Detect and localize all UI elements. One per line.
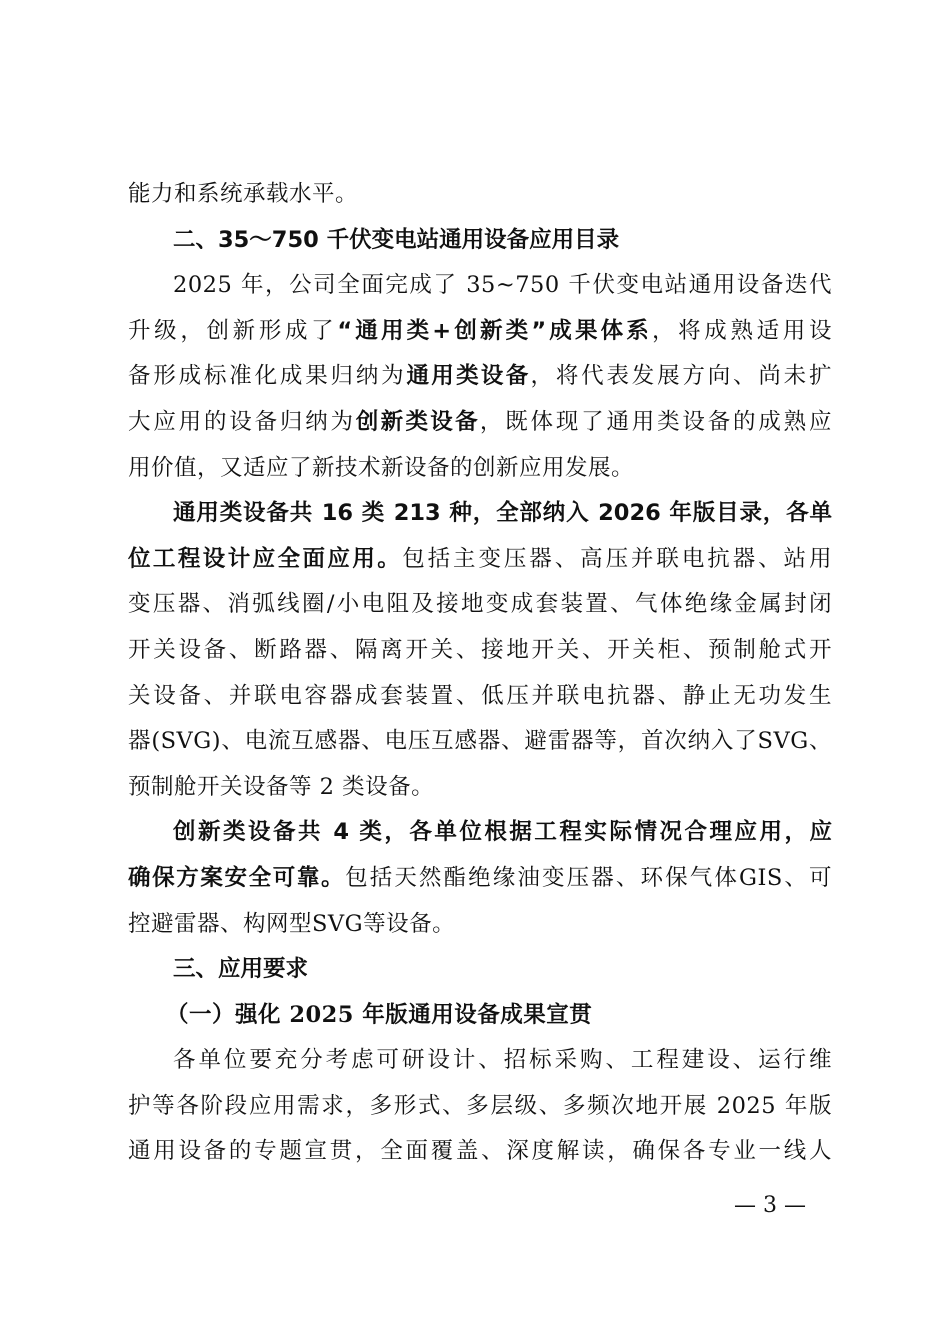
- text: ，将代表发展方向、尚未扩: [530, 363, 832, 390]
- emphasis-text: “通用类+创新类”成果体系: [337, 317, 652, 344]
- text-line-bold: 创新类设备共 4 类，各单位根据工程实际情况合理应用，应: [173, 819, 832, 846]
- paragraph-continuation: [128, 172, 832, 218]
- section-heading-3: 三、应用要求: [173, 956, 309, 983]
- emphasis-text: 位工程设计应全面应用。: [128, 545, 403, 572]
- text-line-bold: 通用类设备共 16 类 213 种，全部纳入 2026 年版目录，各单: [173, 500, 832, 527]
- text: 包括天然酯绝缘油变压器、环保气体GIS、可: [345, 864, 832, 891]
- emphasis-text: 创新类设备: [355, 408, 480, 435]
- paragraph-4: [128, 1038, 832, 1175]
- page-number: — 3 —: [734, 1193, 806, 1218]
- document-body: [128, 172, 832, 1175]
- text-line: 各单位要充分考虑可研设计、招标采购、工程建设、运行维: [173, 1047, 832, 1074]
- subsection-heading-3-1: （一）强化 2025 年版通用设备成果宣贯: [166, 1001, 593, 1028]
- text-line: [128, 400, 832, 446]
- text: 能力和系统承载水平。: [128, 181, 359, 207]
- section-heading-2: 二、35～750 千伏变电站通用设备应用目录: [173, 226, 620, 253]
- text-line: [128, 309, 832, 355]
- text-line: 开关设备、断路器、隔离开关、接地开关、开关柜、预制舱式开: [128, 636, 832, 663]
- paragraph-1: [128, 263, 832, 491]
- text-line: 控避雷器、构网型SVG等设备。: [128, 910, 456, 937]
- text-line: 预制舱开关设备等 2 类设备。: [128, 773, 435, 800]
- emphasis-text: 确保方案安全可靠。: [128, 864, 346, 891]
- text-line: 通用设备的专题宣贯，全面覆盖、深度解读，确保各专业一线人: [128, 1138, 832, 1165]
- text: 备形成标准化成果归纳为: [128, 363, 407, 390]
- text-line: [128, 537, 832, 583]
- text: 包括主变压器、高压并联电抗器、站用: [402, 545, 832, 572]
- emphasis-text: 通用类设备: [406, 363, 531, 390]
- text-line: 器(SVG)、电流互感器、电压互感器、避雷器等，首次纳入了SVG、: [128, 728, 832, 755]
- paragraph-2: [128, 491, 832, 810]
- text: ，既体现了通用类设备的成熟应: [479, 408, 832, 435]
- text-line: 变压器、消弧线圈/小电阻及接地变成套装置、气体绝缘金属封闭: [128, 591, 832, 618]
- text-line: [128, 354, 832, 400]
- text-line: [128, 856, 832, 902]
- text-line: 用价值，又适应了新技术新设备的创新应用发展。: [128, 454, 635, 481]
- text: 大应用的设备归纳为: [128, 408, 356, 435]
- text-line: 护等各阶段应用需求，多形式、多层级、多频次地开展 2025 年版: [128, 1092, 832, 1119]
- paragraph-3: [128, 810, 832, 947]
- text-line: 2025 年，公司全面完成了 35~750 千伏变电站通用设备迭代: [173, 272, 832, 299]
- text: 升级，创新形成了: [128, 317, 338, 344]
- text-line: 关设备、并联电容器成套装置、低压并联电抗器、静止无功发生: [128, 682, 832, 709]
- text: ，将成熟适用设: [651, 317, 832, 344]
